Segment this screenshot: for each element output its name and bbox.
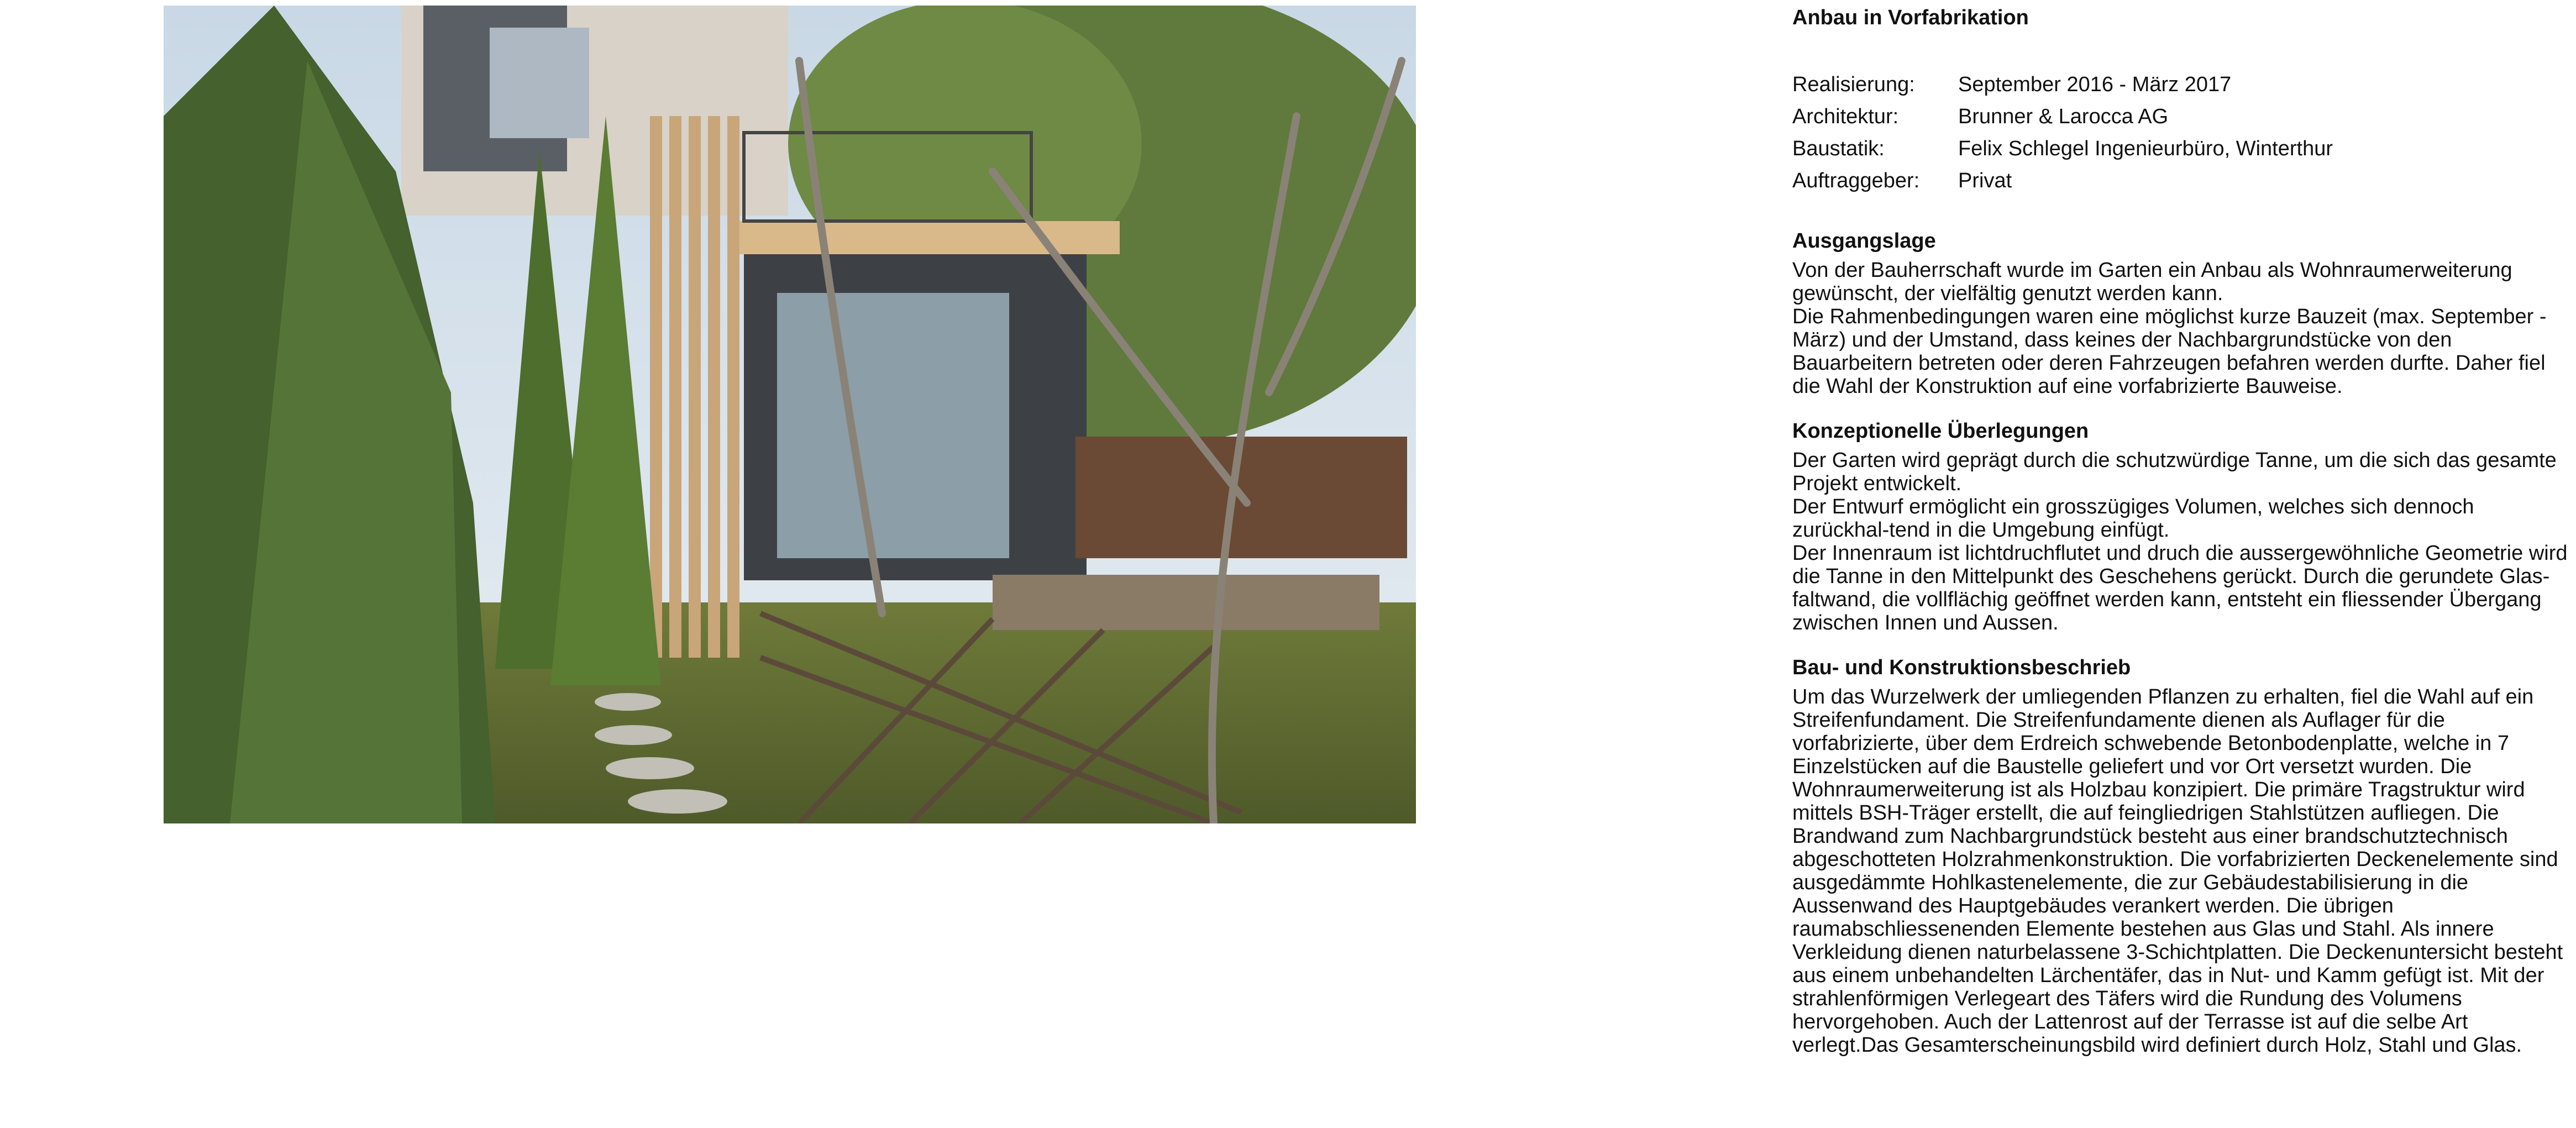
section-heading: Ausgangslage [1792, 229, 1936, 253]
garden-extension-photo [164, 6, 1416, 823]
fact-value: September 2016 - März 2017 [1958, 73, 2232, 96]
paragraph: Um das Wurzelwerk der umliegenden Pflanzen zu erhalten, fiel die Wahl auf ein Streifenfundament. Die Streifenfundamente dienen als Auflager für die vorfabrizierte, über dem Erdreich schwebende Betonbodenplatte, welche in 7 Einzelstücken auf die Baustelle geliefert und vor Ort versetzt wurden. Die Wohnraumerweiterung ist als Holzbau konzipiert. Die primäre Tragstruktur wird mittels BSH-Träger erstellt, die auf feingliedrigen Stahlstützen aufliegen. Die Brandwand zum Nachbargrundstück besteht aus einer brandschutztechnisch abgeschotteten Holzrahmenkonstruktion. Die vorfabrizierten Deckenelemente sind ausgedämmte Hohlkastenelemente, die zur Gebäudestabilisierung in die Aussenwand des Hauptgebäudes verankert werden. Die übrigen raumabschliessenenden Elemente bestehen aus Glas und Stahl. Als innere Verkleidung dienen naturbelassene 3-Schichtplatten. Die Deckenuntersicht besteht aus einem unbehandelten Lärchentäfer, das in Nut- und Kamm gefügt ist. Mit der strahlenförmigen Verlegeart des Täfers wird die Rundung des Volumens hervorgehoben. Auch der Lattenrost auf der Terrasse ist auf die selbe Art verlegt.Das Gesamterscheinungsbild wird definiert durch Holz, Stahl und Glas. [1792, 685, 2563, 1057]
section-ausgangslage [1792, 229, 2572, 398]
project-info-panel [1792, 6, 2572, 1078]
fact-label: Auftraggeber: [1792, 169, 1920, 192]
paragraph: Die Rahmenbedingungen waren eine möglichst kurze Bauzeit (max. September - März) und der Umstand, dass keines der Nachbargrundstücke von den Bauarbeitern betreten oder deren Fahrzeugen befahren werden durfte. Daher fiel die Wahl der Konstruktion auf eine vorfabrizierte Bauweise. [1792, 305, 2547, 398]
fact-label: Architektur: [1792, 105, 1899, 128]
paragraph: Der Entwurf ermöglicht ein grosszügiges Volumen, welches sich dennoch zurückhal-tend in die Umgebung einfügt. [1792, 495, 2474, 542]
fact-value: Privat [1958, 169, 2012, 192]
section-bau [1792, 655, 2572, 1057]
project-facts [1792, 73, 2572, 192]
page-title: Anbau in Vorfabrikation [1792, 6, 2029, 29]
section-konzept [1792, 419, 2572, 634]
paragraph: Der Innenraum ist lichtdruchflutet und druch die aussergewöhnliche Geometrie wird die Tanne in den Mittelpunkt des Geschehens gerückt. Durch die gerundete Glas-faltwand, die vollflächig geöffnet werden kann, entsteht ein fliessender Übergang zwischen Innen und Aussen. [1792, 542, 2568, 634]
project-photo [164, 6, 1416, 823]
paragraph: Von der Bauherrschaft wurde im Garten ein Anbau als Wohnraumerweiterung gewünscht, der vielfältig genutzt werden kann. [1792, 259, 2512, 305]
fact-label: Baustatik: [1792, 137, 1885, 160]
fact-value: Felix Schlegel Ingenieurbüro, Winterthur [1958, 137, 2333, 160]
section-heading: Bau- und Konstruktionsbeschrieb [1792, 656, 2131, 679]
fact-value: Brunner & Larocca AG [1958, 105, 2169, 128]
paragraph: Der Garten wird geprägt durch die schutzwürdige Tanne, um die sich das gesamte Projekt entwickelt. [1792, 449, 2557, 495]
section-heading: Konzeptionelle Überlegungen [1792, 419, 2089, 443]
fact-label: Realisierung: [1792, 73, 1915, 96]
